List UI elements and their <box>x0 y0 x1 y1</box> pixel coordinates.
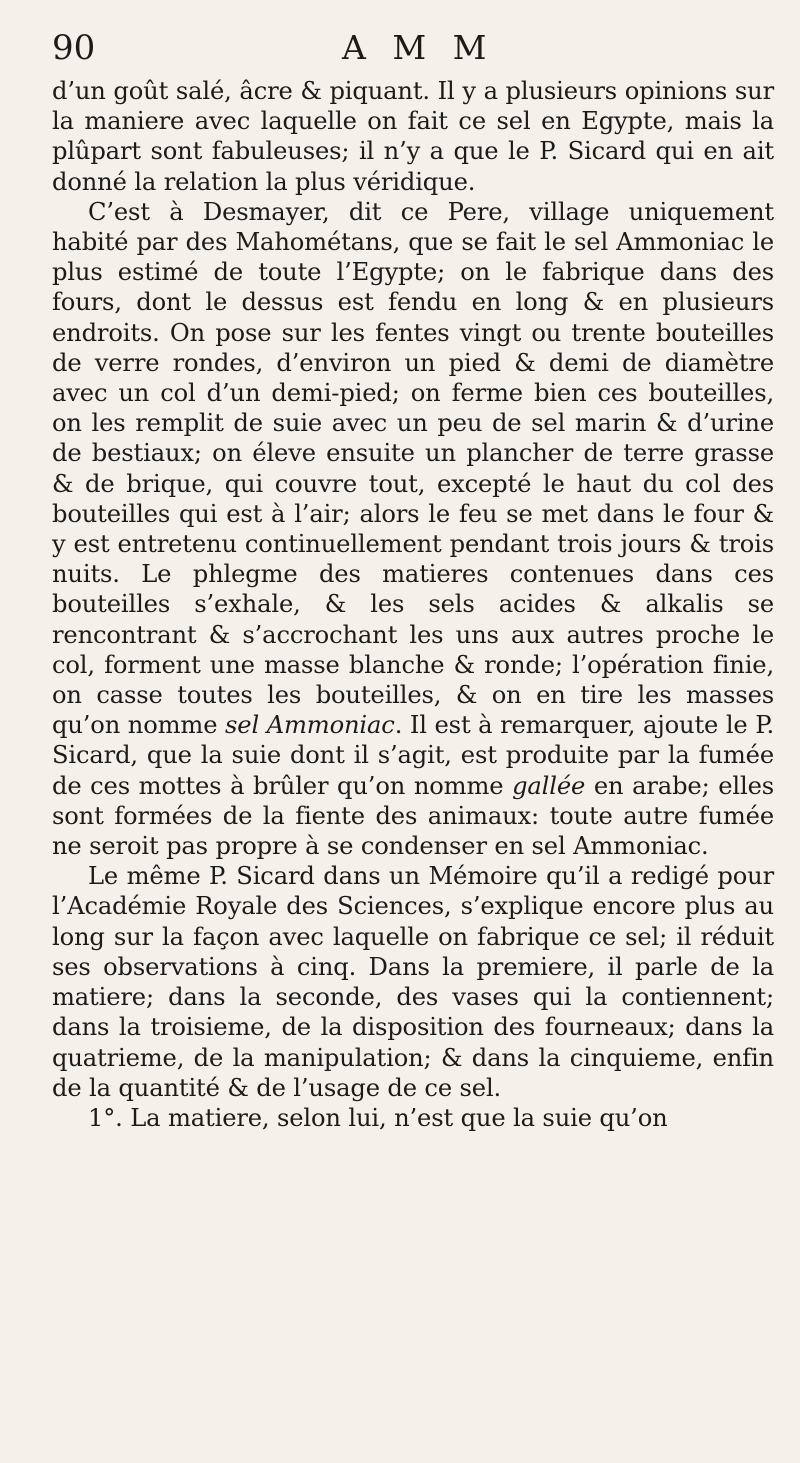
paragraph-4: 1°. La matiere, selon lui, n’est que la suie qu’on <box>88 1103 668 1132</box>
page-text <box>52 76 774 1133</box>
page-number: 90 <box>52 28 96 68</box>
italic-term-sel-ammoniac: sel Ammoniac <box>225 711 395 740</box>
page-header <box>52 28 766 68</box>
italic-term-gallee: gallée <box>512 771 586 800</box>
paragraph-3: Le même P. Sicard dans un Mémoire qu’il a redigé pour l’Académie Royale des Sciences, s’explique encore plus au long sur la façon avec laquelle on fabrique ce sel; il réduit ses observations à cinq. Dans la premiere, il parle de la matiere; dans la seconde, des vases qui la contiennent; dans la troisieme, de la disposition des fourneaux; dans la quatrieme, de la manipulation; & dans la cinquieme, enfin de la quantité & de l’usage de ce sel. <box>52 862 774 1102</box>
paragraph-1: d’un goût salé, âcre & piquant. Il y a plusieurs opinions sur la maniere avec laquelle on fait ce sel en Egypte, mais la plûpart sont fabuleuses; il n’y a que le P. Sicard qui en ait donné la relation la plus véridique. <box>52 77 774 196</box>
paragraph-2-text-part-3: en arabe; elles sont formées de la fiente des animaux: toute autre fumée ne seroit pas propre à se condenser en sel Ammoniac. <box>52 771 774 861</box>
running-head: A M M <box>342 28 495 67</box>
paragraph-2 <box>52 197 774 861</box>
paragraph-2-text-part-2: . Il est à remarquer, ajoute le P. Sicard, que la suie dont il s’agit, est produite par la fumée de ces mottes à brûler qu’on nomme <box>52 711 775 800</box>
paragraph-2-text-part-1: C’est à Desmayer, dit ce Pere, village uniquement habité par des Mahométans, que se fait le sel Ammoniac le plus estimé de toute l’Egypte; on le fabrique dans des fours, dont le dessus est fendu en long & en plusieurs endroits. On pose sur les fentes vingt ou trente bouteilles de verre rondes, d’environ un pied & demi de diamètre avec un col d’un demi-pied; on ferme bien ces bouteilles, on les remplit de suie avec un peu de sel marin & d’urine de bestiaux; on éleve ensuite un plancher de terre grasse & de brique, qui couvre tout, excepté le haut du col des bouteilles qui est à l’air; alors le feu se met dans le four & y est entretenu continuellement pendant trois jours & trois nuits. Le phlegme des matieres contenues dans ces bouteilles s’exhale, & les sels acides & alkalis se rencontrant & s’accrochant les uns aux autres proche le col, forment une masse blanche & ronde; l’opération finie, on casse toutes les bouteilles, & on en tire les masses qu’on nomme <box>52 197 774 740</box>
